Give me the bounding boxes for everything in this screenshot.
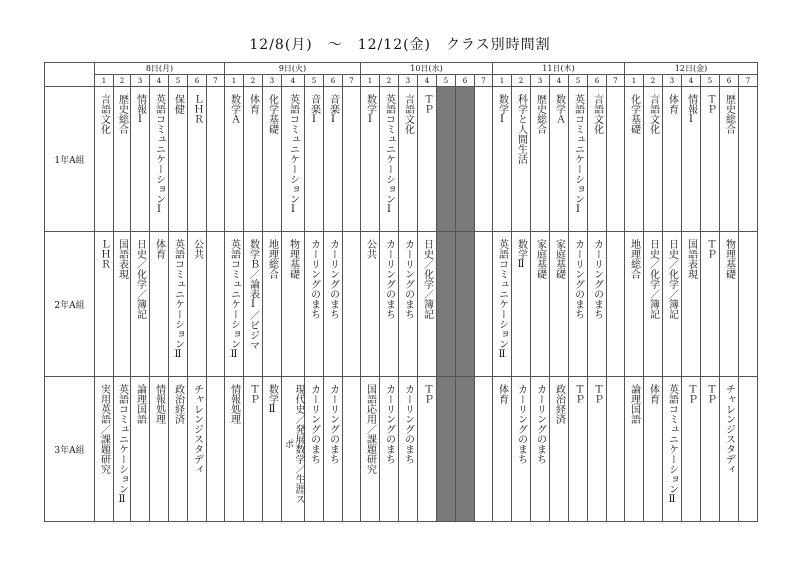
- period-header: 2: [114, 75, 131, 87]
- subject-text: 歴史総合: [534, 94, 546, 134]
- period-cell: [343, 377, 361, 522]
- period-cell: [493, 232, 512, 377]
- period-header: 3: [263, 75, 282, 87]
- period-cell: [207, 87, 225, 232]
- subject-text: ＬＨＲ: [191, 94, 203, 124]
- period-cell: [475, 87, 493, 232]
- subject-text: カーリングのまち: [383, 239, 395, 319]
- period-cell: [305, 87, 324, 232]
- period-cell: [263, 232, 282, 377]
- period-cell: [493, 377, 512, 522]
- subject-text: 英語コミュニケーションⅠ: [383, 94, 395, 215]
- period-cell: [150, 377, 169, 522]
- subject-text: カーリングのまち: [327, 384, 339, 464]
- subject-text: 化学基礎: [628, 94, 640, 134]
- period-header: 4: [550, 75, 569, 87]
- subject-text: 数学Ⅰ: [496, 94, 508, 125]
- period-cell: [361, 377, 380, 522]
- subject-text: 数学Ⅰ: [364, 94, 376, 125]
- period-cell: [263, 377, 282, 522]
- period-header: 1: [361, 75, 380, 87]
- period-cell: [150, 232, 169, 377]
- subject-text: 体育: [153, 239, 165, 259]
- subject-text: 数学Ａ: [553, 94, 565, 124]
- subject-text: 数学Ⅱ: [266, 384, 278, 415]
- period-cell: [380, 377, 399, 522]
- period-header: 5: [305, 75, 324, 87]
- subject-text: 数学Ａ: [228, 94, 240, 124]
- subject-text: 実用英語／課題研究: [98, 384, 110, 474]
- subject-text: 言語文化: [647, 94, 659, 134]
- period-cell: [225, 232, 244, 377]
- period-cell: [588, 232, 607, 377]
- period-cell: [682, 377, 701, 522]
- period-cell: [682, 87, 701, 232]
- subject-text: 数学Ｂ／論表Ⅰ／ビジマ: [247, 239, 259, 350]
- period-header: 5: [569, 75, 588, 87]
- period-cell: [644, 377, 663, 522]
- period-cell: [114, 232, 131, 377]
- period-cell: [493, 87, 512, 232]
- period-cell: [305, 232, 324, 377]
- period-cell: [663, 87, 682, 232]
- period-cell: [625, 87, 644, 232]
- period-cell: [263, 87, 282, 232]
- period-header: 7: [207, 75, 225, 87]
- period-header: 5: [169, 75, 188, 87]
- class-row: [45, 232, 758, 377]
- period-header: 5: [437, 75, 456, 87]
- period-cell: [644, 232, 663, 377]
- subject-text: 論理国語: [628, 384, 640, 424]
- period-header: 7: [607, 75, 625, 87]
- period-cell: [282, 87, 305, 232]
- subject-text: カーリングのまち: [308, 384, 320, 464]
- period-cell: [418, 232, 437, 377]
- subject-text: ＴＰ: [704, 384, 716, 404]
- subject-text: ＴＰ: [704, 239, 716, 259]
- period-cell: [207, 377, 225, 522]
- period-header: 3: [531, 75, 550, 87]
- period-header: 4: [682, 75, 701, 87]
- period-cell: [324, 232, 343, 377]
- subject-text: 論理国語: [134, 384, 146, 424]
- period-cell: [399, 232, 418, 377]
- period-cell: [456, 377, 475, 522]
- subject-text: 数学Ⅱ: [515, 239, 527, 270]
- subject-text: 体育: [647, 384, 659, 404]
- period-cell: [512, 87, 531, 232]
- subject-text: 歴史総合: [116, 94, 128, 134]
- day-header: 9日(火): [225, 63, 361, 75]
- period-cell: [188, 87, 207, 232]
- period-header: 2: [244, 75, 263, 87]
- period-cell: [207, 232, 225, 377]
- subject-text: ＬＨＲ: [98, 239, 110, 269]
- period-cell: [282, 232, 305, 377]
- period-cell: [607, 377, 625, 522]
- period-cell: [150, 87, 169, 232]
- subject-text: 日史／化学／簿記: [647, 239, 659, 319]
- subject-text: カーリングのまち: [402, 239, 414, 319]
- subject-text: 体育: [666, 94, 678, 114]
- period-cell: [682, 232, 701, 377]
- period-cell: [282, 377, 305, 522]
- period-cell: [739, 232, 758, 377]
- corner-cell: [45, 63, 95, 87]
- subject-text: 化学基礎: [266, 94, 278, 134]
- subject-text: 音楽Ⅰ: [327, 94, 339, 125]
- subject-text: 物理基礎: [723, 239, 735, 279]
- subject-text: 地理総合: [266, 239, 278, 279]
- period-cell: [550, 87, 569, 232]
- subject-text: 英語コミュニケーションⅠ: [572, 94, 584, 215]
- period-cell: [456, 87, 475, 232]
- period-cell: [324, 377, 343, 522]
- period-cell: [95, 232, 114, 377]
- subject-text: 科学と人間生活: [515, 94, 527, 164]
- subject-text: 日史／化学／簿記: [134, 239, 146, 319]
- subject-text: 体育: [247, 94, 259, 114]
- period-cell: [225, 87, 244, 232]
- period-header: 4: [418, 75, 437, 87]
- subject-text: 地理総合: [628, 239, 640, 279]
- subject-text: カーリングのまち: [515, 384, 527, 464]
- period-cell: [512, 377, 531, 522]
- period-cell: [550, 377, 569, 522]
- period-header: 2: [644, 75, 663, 87]
- period-header: 6: [456, 75, 475, 87]
- subject-text: 現代史／発展数学／生涯ス ポ: [282, 384, 304, 504]
- subject-text: ＴＰ: [591, 384, 603, 404]
- subject-text: 情報処理: [228, 384, 240, 424]
- period-cell: [399, 377, 418, 522]
- class-label: 3年A組: [45, 377, 95, 522]
- period-cell: [701, 87, 720, 232]
- period-header: 1: [225, 75, 244, 87]
- period-cell: [399, 87, 418, 232]
- period-header: 6: [188, 75, 207, 87]
- class-label: 2年A組: [45, 232, 95, 377]
- class-row: [45, 87, 758, 232]
- period-cell: [531, 232, 550, 377]
- period-cell: [169, 377, 188, 522]
- subject-text: 音楽Ⅰ: [308, 94, 320, 125]
- subject-text: カーリングのまち: [308, 239, 320, 319]
- period-cell: [188, 377, 207, 522]
- period-cell: [456, 232, 475, 377]
- period-cell: [225, 377, 244, 522]
- period-cell: [607, 87, 625, 232]
- period-header: 1: [95, 75, 114, 87]
- period-cell: [169, 232, 188, 377]
- subject-text: ＴＰ: [421, 384, 433, 404]
- period-cell: [475, 232, 493, 377]
- period-cell: [569, 232, 588, 377]
- period-cell: [701, 377, 720, 522]
- period-cell: [244, 232, 263, 377]
- period-cell: [305, 377, 324, 522]
- period-header: 7: [475, 75, 493, 87]
- subject-text: カーリングのまち: [572, 239, 584, 319]
- subject-text: カーリングのまち: [591, 239, 603, 319]
- subject-text: ＴＰ: [421, 94, 433, 114]
- period-cell: [531, 87, 550, 232]
- period-cell: [361, 232, 380, 377]
- period-header: 3: [663, 75, 682, 87]
- period-cell: [114, 87, 131, 232]
- timetable: [44, 62, 758, 522]
- period-cell: [244, 377, 263, 522]
- period-cell: [380, 87, 399, 232]
- period-cell: [361, 87, 380, 232]
- period-cell: [188, 232, 207, 377]
- class-label: 1年A組: [45, 87, 95, 232]
- period-header: 3: [399, 75, 418, 87]
- period-header: 3: [131, 75, 150, 87]
- period-cell: [720, 87, 739, 232]
- period-cell: [437, 232, 456, 377]
- period-cell: [720, 232, 739, 377]
- period-header: 7: [739, 75, 758, 87]
- subject-text: カーリングのまち: [402, 384, 414, 464]
- subject-text: 英語コミュニケーションⅠ: [153, 94, 165, 215]
- subject-text: 家庭基礎: [553, 239, 565, 279]
- subject-text: 英語コミュニケーションⅡ: [172, 239, 184, 360]
- subject-text: 英語コミュニケーションⅡ: [228, 239, 240, 360]
- period-cell: [343, 87, 361, 232]
- period-cell: [418, 377, 437, 522]
- period-cell: [720, 377, 739, 522]
- period-cell: [739, 87, 758, 232]
- subject-text: 政治経済: [553, 384, 565, 424]
- subject-text: ＴＰ: [247, 384, 259, 404]
- subject-text: ＴＰ: [572, 384, 584, 404]
- period-cell: [437, 377, 456, 522]
- period-cell: [663, 377, 682, 522]
- period-header: 6: [324, 75, 343, 87]
- subject-text: 情報Ⅰ: [134, 94, 146, 125]
- period-header: 4: [282, 75, 305, 87]
- period-cell: [244, 87, 263, 232]
- day-header: 11日(木): [493, 63, 625, 75]
- page-title: 12/8(月) ～ 12/12(金) クラス別時間割: [249, 37, 551, 53]
- period-cell: [437, 87, 456, 232]
- period-cell: [569, 377, 588, 522]
- period-cell: [343, 232, 361, 377]
- subject-text: 歴史総合: [723, 94, 735, 134]
- period-cell: [131, 232, 150, 377]
- period-cell: [380, 232, 399, 377]
- period-cell: [625, 232, 644, 377]
- period-cell: [131, 87, 150, 232]
- period-cell: [550, 232, 569, 377]
- period-cell: [169, 87, 188, 232]
- subject-text: ＴＰ: [704, 94, 716, 114]
- period-header: 4: [150, 75, 169, 87]
- subject-text: 保健: [172, 94, 184, 114]
- period-cell: [531, 377, 550, 522]
- subject-text: 言語文化: [402, 94, 414, 134]
- period-cell: [644, 87, 663, 232]
- subject-text: チャレンジスタディ: [723, 384, 735, 474]
- period-cell: [663, 232, 682, 377]
- period-header: 7: [343, 75, 361, 87]
- subject-text: 英語コミュニケーションⅠ: [287, 94, 299, 215]
- period-header: 2: [380, 75, 399, 87]
- period-cell: [569, 87, 588, 232]
- subject-text: 情報Ⅰ: [685, 94, 697, 125]
- day-header: 8日(月): [95, 63, 225, 75]
- subject-text: 英語コミュニケーションⅡ: [666, 384, 678, 505]
- period-cell: [588, 377, 607, 522]
- period-header: 6: [588, 75, 607, 87]
- period-cell: [114, 377, 131, 522]
- subject-text: 言語文化: [98, 94, 110, 134]
- period-header: 1: [493, 75, 512, 87]
- period-cell: [701, 232, 720, 377]
- subject-text: 物理基礎: [287, 239, 299, 279]
- period-cell: [588, 87, 607, 232]
- subject-text: カーリングのまち: [383, 384, 395, 464]
- period-cell: [625, 377, 644, 522]
- period-cell: [512, 232, 531, 377]
- subject-text: 日史／化学／簿記: [421, 239, 433, 319]
- subject-text: 国語表現: [685, 239, 697, 279]
- subject-text: 情報処理: [153, 384, 165, 424]
- subject-text: 政治経済: [172, 384, 184, 424]
- period-cell: [131, 377, 150, 522]
- period-header: 1: [625, 75, 644, 87]
- subject-text: 公共: [364, 239, 376, 259]
- period-header: 5: [701, 75, 720, 87]
- period-header: 2: [512, 75, 531, 87]
- subject-text: チャレンジスタディ: [191, 384, 203, 474]
- subject-text: カーリングのまち: [327, 239, 339, 319]
- class-row: [45, 377, 758, 522]
- subject-text: 公共: [191, 239, 203, 259]
- period-cell: [324, 87, 343, 232]
- subject-text: ＴＰ: [685, 384, 697, 404]
- subject-text: 国語応用／課題研究: [364, 384, 376, 474]
- subject-text: カーリングのまち: [534, 384, 546, 464]
- day-header: 10日(水): [361, 63, 493, 75]
- period-cell: [739, 377, 758, 522]
- period-cell: [418, 87, 437, 232]
- subject-text: 国語表現: [116, 239, 128, 279]
- subject-text: 英語コミュニケーションⅡ: [496, 239, 508, 360]
- subject-text: 英語コミュニケーションⅡ: [116, 384, 128, 505]
- period-header: 6: [720, 75, 739, 87]
- period-cell: [607, 232, 625, 377]
- period-cell: [95, 377, 114, 522]
- period-cell: [475, 377, 493, 522]
- subject-text: 体育: [496, 384, 508, 404]
- subject-text: 言語文化: [591, 94, 603, 134]
- period-cell: [95, 87, 114, 232]
- subject-text: 日史／化学／簿記: [666, 239, 678, 319]
- day-header: 12日(金): [625, 63, 758, 75]
- subject-text: 家庭基礎: [534, 239, 546, 279]
